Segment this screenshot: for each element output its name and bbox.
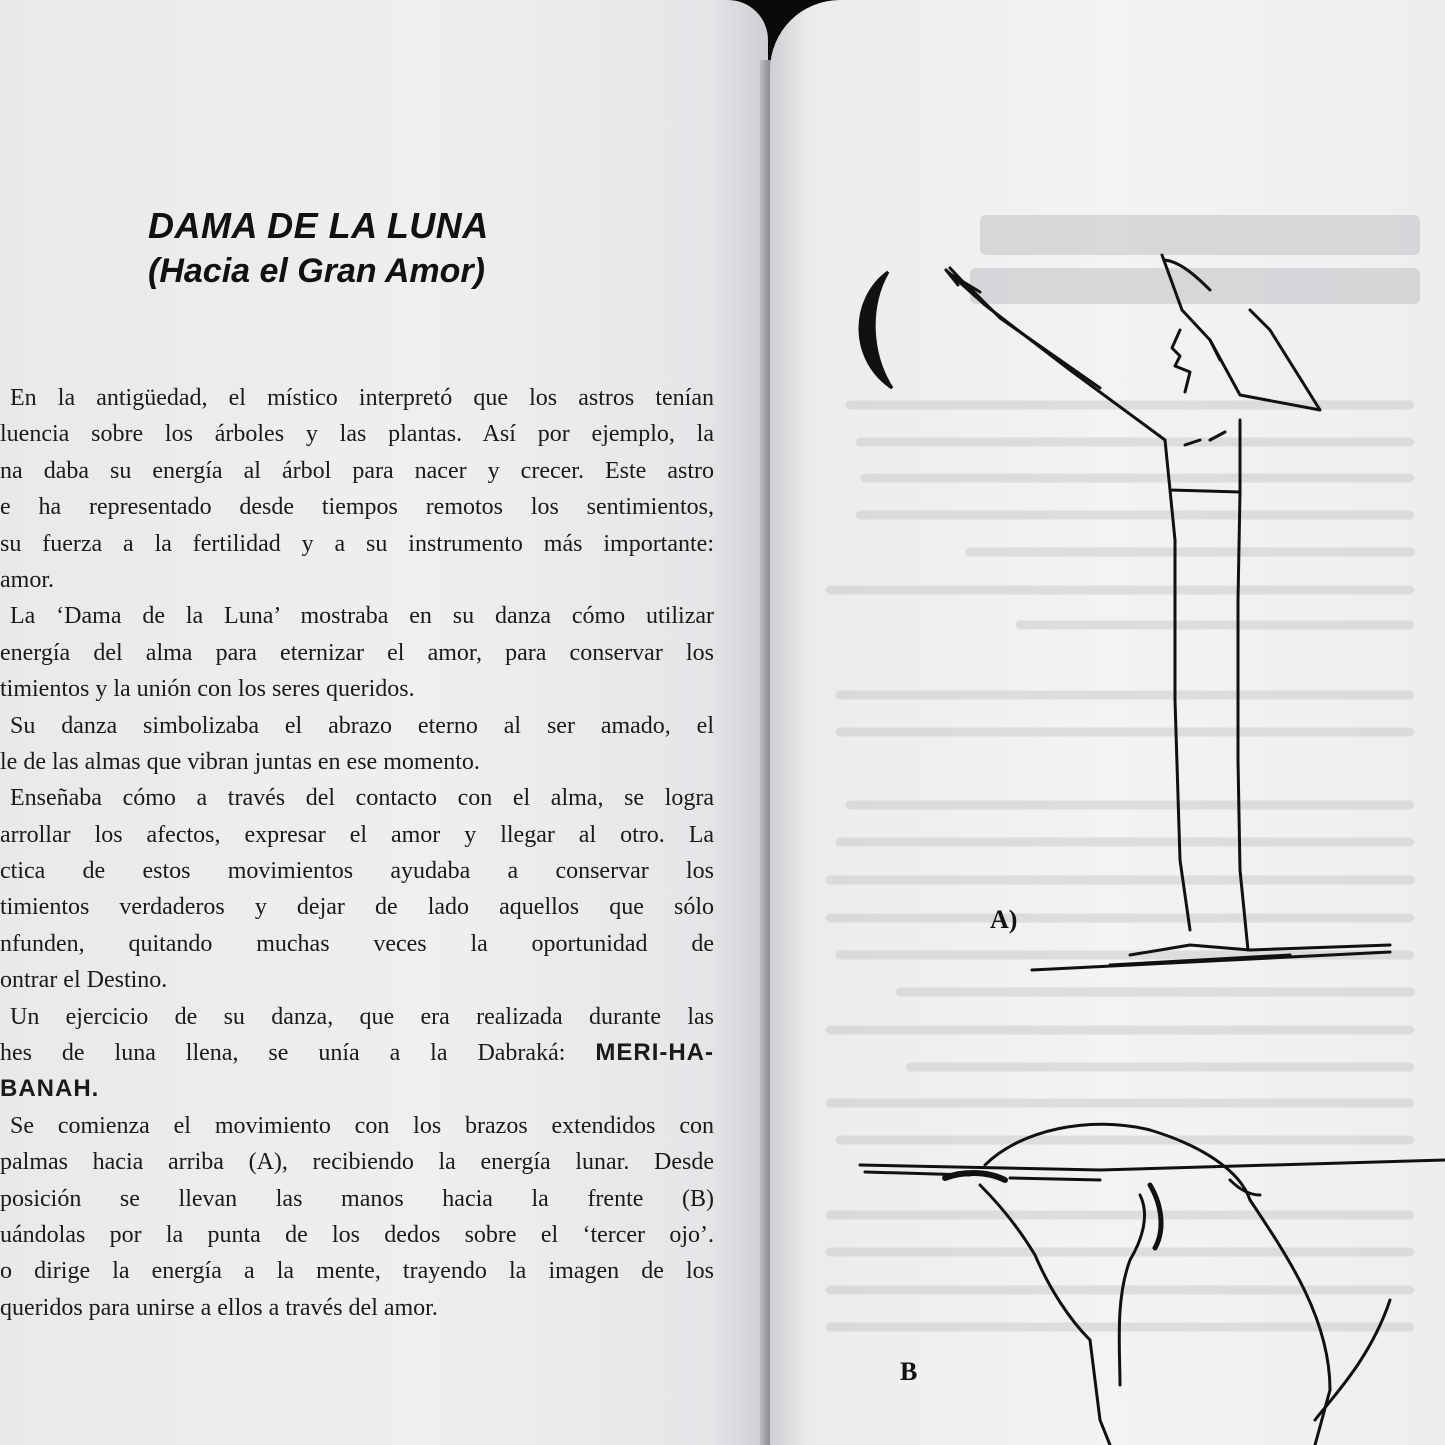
text-line-content: luencia sobre los árboles y las plantas. Así por ejemplo, la [0, 421, 714, 448]
text-line [0, 489, 714, 525]
figure-b-drawing [860, 1124, 1445, 1445]
text-line-content: En la antigüedad, el místico interpretó que los astros tenían [10, 385, 714, 411]
text-line [0, 926, 714, 962]
text-line [0, 1035, 714, 1071]
text-line [0, 526, 714, 562]
page-subtitle: (Hacia el Gran Amor) [148, 252, 485, 290]
text-line-content: uándolas por la punta de los dedos sobre el ‘tercer ojo’. [0, 1221, 714, 1248]
text-line-content: su fuerza a la fertilidad y a su instrumento más importante: [0, 530, 714, 557]
text-line-content: e ha representado desde tiempos remotos los sentimientos, [0, 494, 714, 521]
text-line-content: na daba su energía al árbol para nacer y crecer. Este astro [0, 457, 714, 484]
text-line-content: La ‘Dama de la Luna’ mostraba en su danza cómo utilizar [10, 603, 714, 630]
text-line [0, 635, 714, 671]
text-line-content: arrollar los afectos, expresar el amor y llegar al otro. La [0, 821, 714, 848]
text-line [0, 1217, 714, 1253]
text-line [0, 453, 714, 489]
text-line-content: queridos para unirse a ellos a través del amor. [0, 1294, 438, 1321]
text-line-content: palmas hacia arriba (A), recibiendo la energía lunar. Desde [0, 1149, 714, 1176]
figure-b-label: B [900, 1357, 918, 1386]
text-line [0, 1290, 714, 1326]
text-line [0, 1108, 714, 1144]
figure-a-label: A) [990, 905, 1018, 934]
text-line [0, 817, 714, 853]
text-line-content: Un ejercicio de su danza, que era realizada durante las [10, 1003, 714, 1030]
bleed-through-heading [970, 215, 1420, 304]
dabraka-name-end: BANAH. [0, 1075, 100, 1103]
bleed-through-lines [830, 405, 1410, 1327]
text-line-content: hes de luna llena, se unía a la Dabraká: [0, 1040, 566, 1067]
text-line-content: ctica de estos movimientos ayudaba a conservar los [0, 858, 714, 885]
text-line [0, 708, 714, 744]
page-title: DAMA DE LA LUNA [148, 205, 489, 246]
text-line-content: Su danza simbolizaba el abrazo eterno al ser amado, el [10, 712, 714, 739]
text-line [0, 380, 714, 416]
text-line [0, 889, 714, 925]
text-line [0, 1071, 714, 1107]
text-line-content: nfunden, quitando muchas veces la oportunidad de [0, 930, 714, 957]
text-line [0, 780, 714, 816]
text-line-content: timientos verdaderos y dejar de lado aquellos que sólo [0, 894, 714, 921]
text-line [0, 1181, 714, 1217]
text-line [0, 598, 714, 634]
text-line [0, 671, 714, 707]
text-line-content: Se comienza el movimiento con los brazos extendidos con [10, 1112, 714, 1139]
text-line [0, 853, 714, 889]
text-line-content: amor. [0, 566, 54, 593]
dance-illustration [770, 0, 1445, 1445]
dabraka-name: MERI-HA- [595, 1039, 714, 1067]
text-line-content: Enseñaba cómo a través del contacto con el alma, se logra [10, 785, 714, 812]
text-line-content: le de las almas que vibran juntas en ese momento. [0, 748, 480, 775]
text-line-content: ontrar el Destino. [0, 967, 168, 994]
figure-a-drawing [946, 255, 1390, 970]
text-line [0, 999, 714, 1035]
text-line [0, 562, 714, 598]
text-line-content: timientos y la unión con los seres queridos. [0, 676, 415, 703]
text-line [0, 1253, 714, 1289]
text-line [0, 962, 714, 998]
text-line [0, 416, 714, 452]
text-line-content: o dirige la energía a la mente, trayendo la imagen de los [0, 1258, 714, 1285]
crescent-moon-icon [860, 272, 892, 388]
text-line [0, 1144, 714, 1180]
text-line-content: posición se llevan las manos hacia la frente (B) [0, 1185, 714, 1212]
bleed-through-text [580, 215, 585, 244]
text-line-content: energía del alma para eternizar el amor, para conservar los [0, 639, 714, 666]
text-line [0, 744, 714, 780]
body-text [0, 380, 714, 1326]
